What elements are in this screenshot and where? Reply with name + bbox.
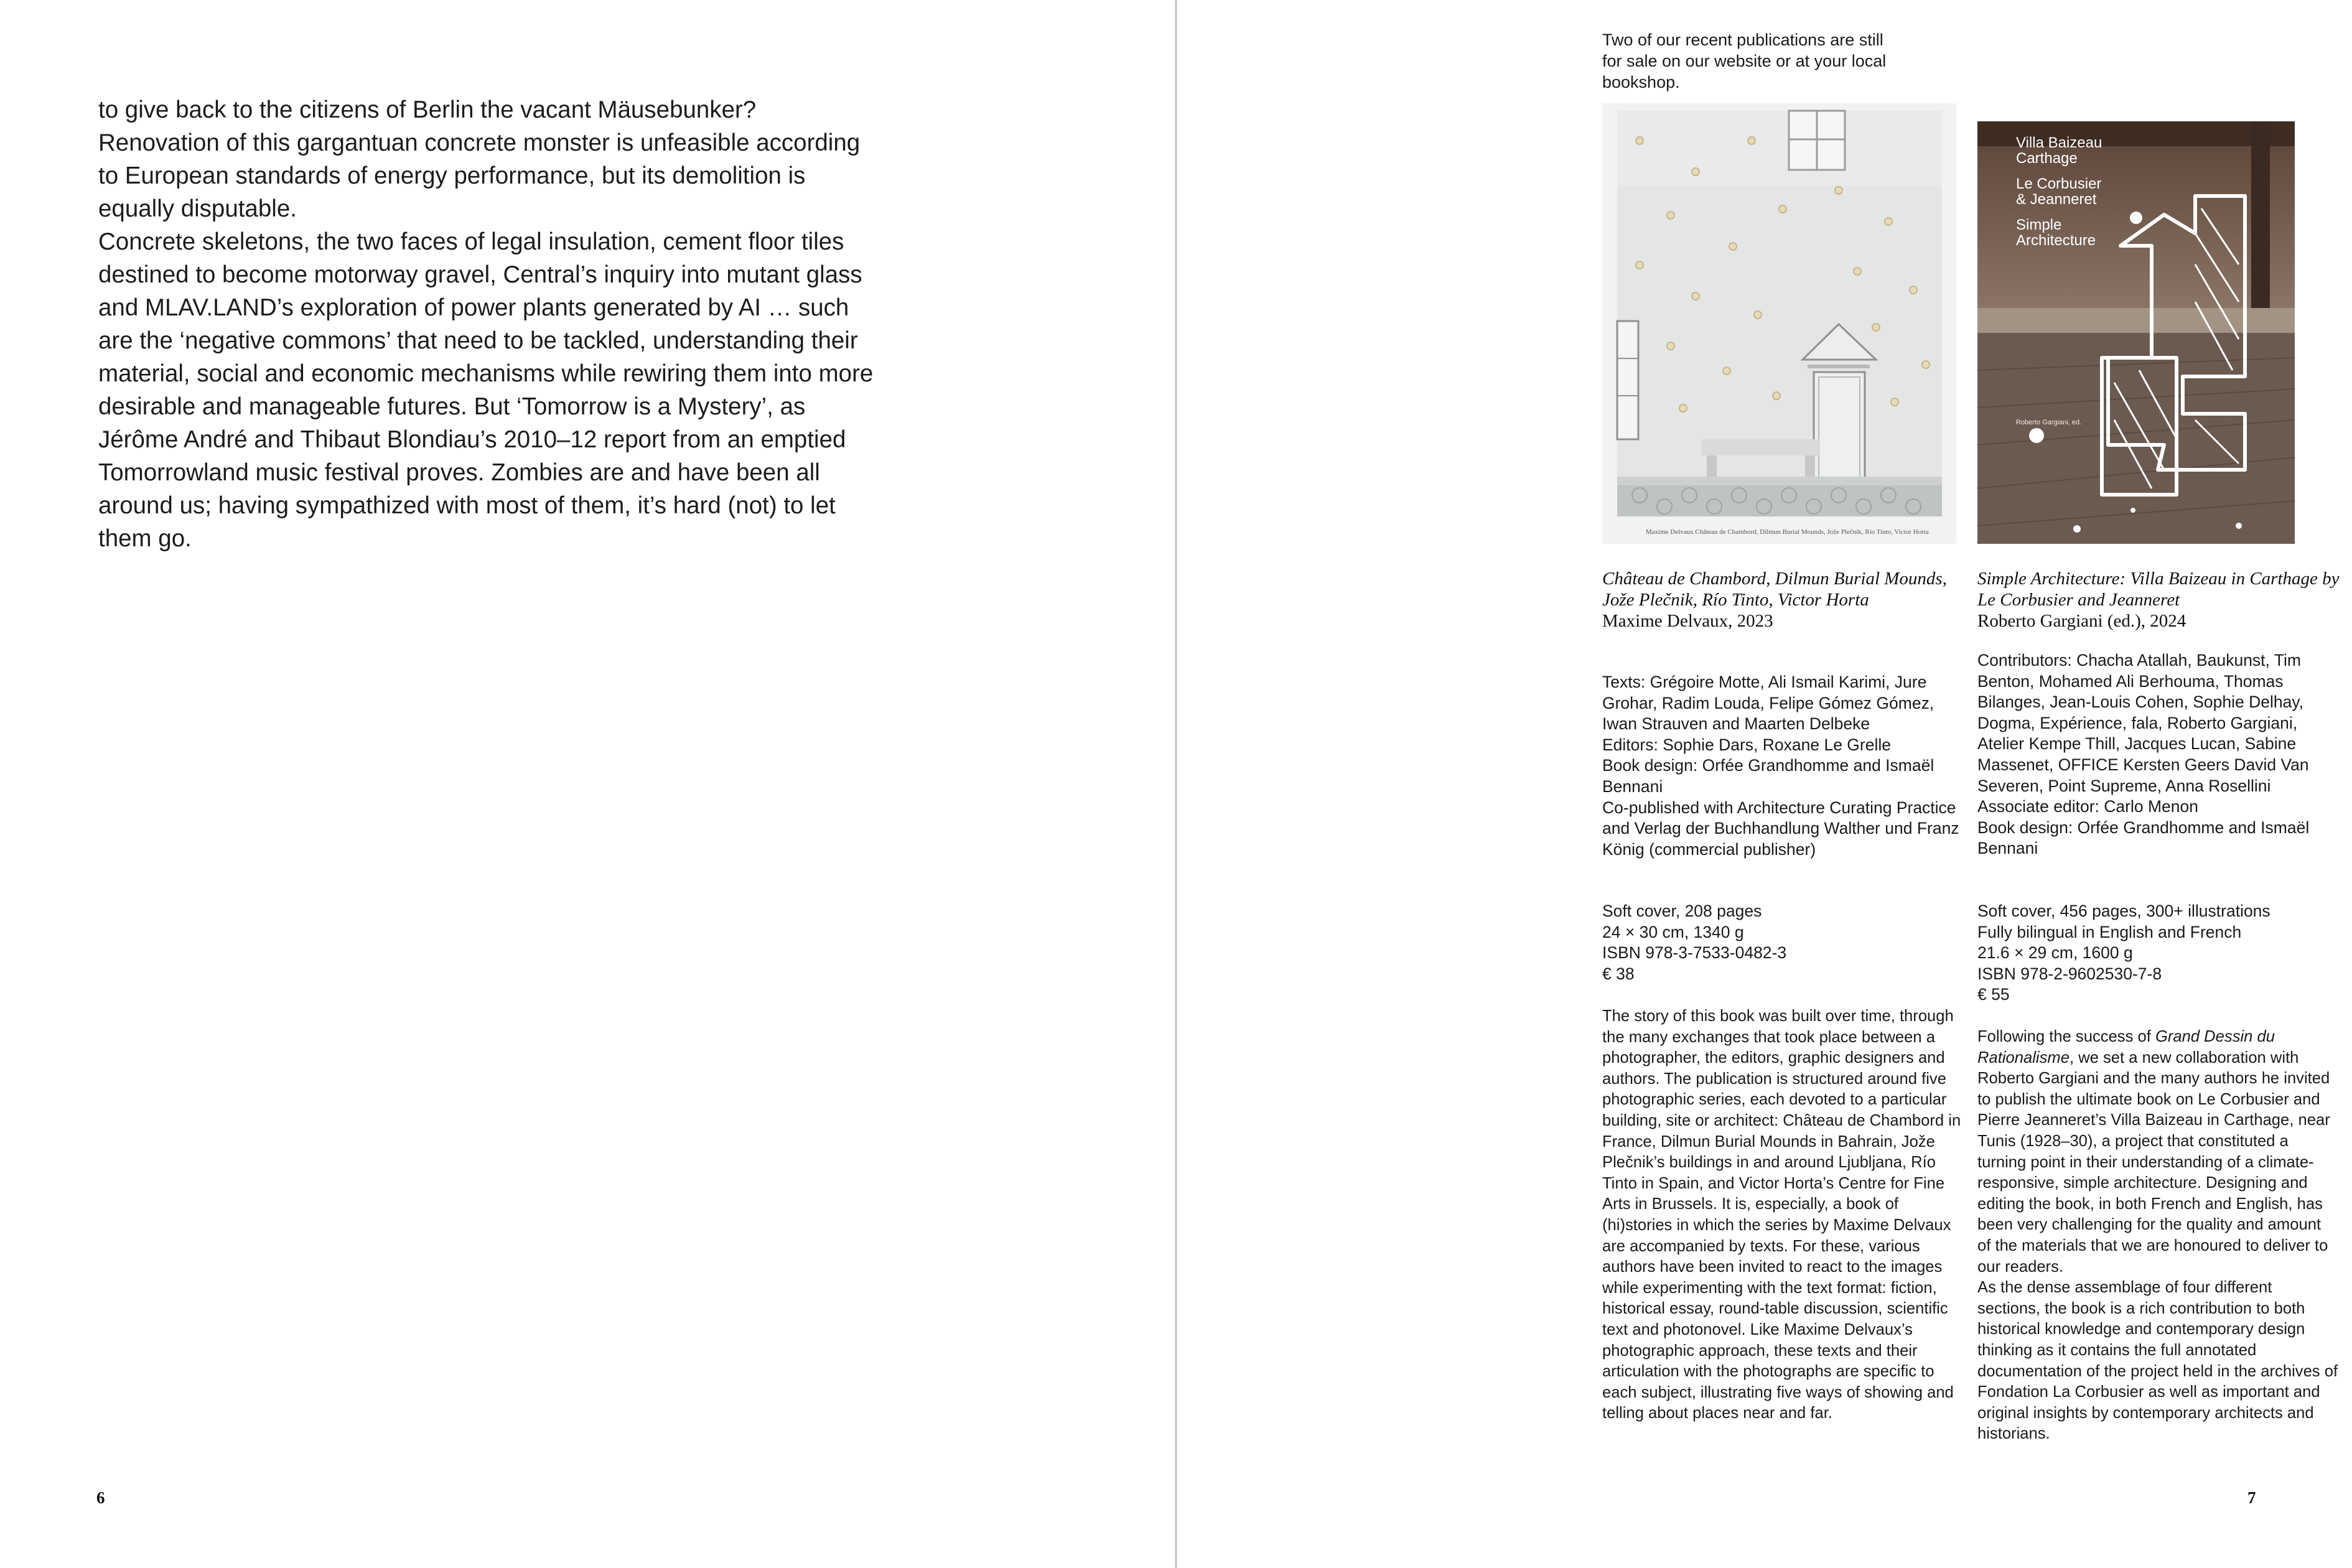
- right-page: [1177, 0, 2352, 1568]
- chambord-spec-cover: Soft cover, 208 pages: [1602, 902, 1762, 920]
- publications-intro: Two of our recent publications are still for sale on our website or at your local bookshop.: [1602, 30, 1887, 91]
- villa-baizeau-spec-language: Fully bilingual in English and French: [1977, 922, 2242, 941]
- chambord-description: The story of this book was built over time, through the many exchanges that took place between a photographer, the editors, graphic designers and authors. The publication is structured around five photographic series, each devoted to a particular building, site or architect: Château de Chambord in France, Dilmun Burial Mounds in Bahrain, Jože Plečnik’s buildings in and around Ljubljana, Río Tinto in Spain, and Victor Horta’s Centre for Fine Arts in Brussels. It is, especially, a book of (hi)stories in which the series by Maxime Delvaux are accompanied by texts. For these, various authors have been invited to react to the images while experimenting with the text format: fiction, historical essay, round-table discussion, scientific text and photonovel. Like Maxime Delvaux’s photographic approach, these texts and their articulation with the photographs are specific to each subject, illustrating five ways of showing and telling about places near and far.: [1602, 1007, 1961, 1422]
- essay-text: [98, 93, 882, 555]
- villa-baizeau-associate-editor: Associate editor: Carlo Menon: [1977, 797, 2198, 816]
- villa-baizeau-desc-para-1: [1977, 1027, 2338, 1277]
- villa-baizeau-credits: [1977, 650, 2345, 859]
- desc-rest-1: , we set a new collaboration with Roberto Gargiani and the many authors he invited to publish the ultimate book on Le Corbusier and Pierre Jeanneret’s Villa Baizeau in Carthage, near Tunis (1928–30), a project that constituted a turning point in their understanding of a climate-responsive, simple architecture. Designing and editing the book, in both French and English, has been very challenging for the quality and amount of the materials that we are honoured to deliver to our readers.: [1977, 1048, 2330, 1276]
- cover-title-line-1: Villa Baizeau: [2016, 134, 2102, 151]
- villa-baizeau-spec-isbn: ISBN 978-2-9602530-7-8: [1977, 964, 2162, 983]
- book-title-chambord: [1602, 568, 1969, 632]
- page-number-left: 6: [96, 1488, 105, 1507]
- left-page: [0, 0, 1175, 1568]
- chambord-editors: Editors: Sophie Dars, Roxane Le Grelle: [1602, 735, 1891, 754]
- cover-title-line-2: Carthage: [2016, 150, 2078, 167]
- chambord-credits: [1602, 672, 1969, 860]
- chambord-texts: Texts: Grégoire Motte, Ali Ismail Karimi, Jure Grohar, Radim Louda, Felipe Gómez Gómez, Iwan Strauven and Maarten Delbeke: [1602, 673, 1934, 734]
- villa-baizeau-spec-size: 21.6 × 29 cm, 1600 g: [1977, 943, 2133, 963]
- chambord-cover-caption: Maxime Delvaux Château de Chambord, Dilmun Burial Mounds, Jože Plečnik, Río Tinto, Victor Horta: [1646, 528, 1929, 536]
- villa-baizeau-desc-para-2: As the dense assemblage of four different sections, the book is a rich contribution to both historical knowledge and contemporary design thinking as it contains the full annotated documentation of the project held in the archives of Fondation La Corbusier as well as important and original insights by contemporary architects and historians.: [1977, 1279, 2338, 1443]
- chambord-spec-size: 24 × 30 cm, 1340 g: [1602, 922, 1744, 941]
- villa-baizeau-author-line: Roberto Gargiani (ed.), 2024: [1977, 611, 2186, 631]
- villa-baizeau-description: [1977, 1027, 2338, 1445]
- chambord-copublisher: Co-published with Architecture Curating Practice and Verlag der Buchhandlung Walther und Franz König (commercial publisher): [1602, 798, 1959, 859]
- chambord-specs: [1602, 901, 1969, 984]
- chambord-title: Château de Chambord, Dilmun Burial Mounds, Jože Plečnik, Río Tinto, Victor Horta: [1602, 569, 1947, 610]
- book-title-villa-baizeau: [1977, 568, 2345, 632]
- villa-baizeau-contributors: Contributors: Chacha Atallah, Baukunst, Tim Benton, Mohamed Ali Berhouma, Thomas Bilanges, Jean-Louis Cohen, Sophie Delhay, Dogma, Expérience, fala, Roberto Gargiani, Atelier Kempe Thill, Jacques Lucan, Sabine Massenet, OFFICE Kersten Geers David Van Severen, Point Supreme, Anna Rosellini: [1977, 651, 2309, 795]
- essay-paragraph-2: Concrete skeletons, the two faces of legal insulation, cement floor tiles destined to become motorway gravel, Central’s inquiry into mutant glass and MLAV.LAND’s exploration of power plants generated by AI … such are the ‘negative commons’ that need to be tackled, understanding their material, social and economic mechanisms while rewiring them into more desirable and manageable futures. But ‘Tomorrow is a Mystery’, as Jérôme André and Thibaut Blondiau’s 2010–12 report from an emptied Tomorrowland music festival proves. Zombies are and have been all around us; having sympathized with most of them, it’s hard (not) to let them go.: [98, 228, 874, 552]
- villa-baizeau-specs: [1977, 901, 2345, 1006]
- villa-baizeau-spec-price: € 55: [1977, 985, 2010, 1004]
- chambord-cover-photo: [1602, 103, 1957, 544]
- chambord-spec-isbn: ISBN 978-3-7533-0482-3: [1602, 943, 1787, 963]
- chambord-design: Book design: Orfée Grandhomme and Ismaël Bennani: [1602, 756, 1934, 796]
- essay-paragraph-1: to give back to the citizens of Berlin the vacant Mäusebunker? Renovation of this gargantuan concrete monster is unfeasible according to European standards of energy performance, but its demolition is equally disputable.: [98, 96, 861, 222]
- villa-baizeau-cover-editor: Roberto Gargiani, ed.: [2016, 419, 2082, 426]
- page-number-right: 7: [2247, 1488, 2256, 1507]
- desc-italic-title: Grand Dessin du Rationalisme: [1977, 1028, 2275, 1066]
- desc-lead: Following the success of: [1977, 1028, 2155, 1045]
- cover-title-line-4: & Jeanneret: [2016, 191, 2097, 208]
- villa-baizeau-spec-cover: Soft cover, 456 pages, 300+ illustrations: [1977, 902, 2270, 920]
- villa-baizeau-design: Book design: Orfée Grandhomme and Ismaël Bennani: [1977, 818, 2310, 858]
- book-cover-chambord: [1602, 103, 1957, 544]
- villa-baizeau-title: Simple Architecture: Villa Baizeau in Carthage by Le Corbusier and Jeanneret: [1977, 569, 2340, 610]
- cover-title-line-5: Simple: [2016, 217, 2062, 233]
- cover-title-line-6: Architecture: [2016, 232, 2096, 249]
- book-cover-villa-baizeau: [1977, 121, 2295, 544]
- chambord-author-line: Maxime Delvaux, 2023: [1602, 611, 1773, 631]
- cover-title-line-3: Le Corbusier: [2016, 175, 2102, 192]
- villa-baizeau-cover-title: [2016, 135, 2165, 248]
- chambord-spec-price: € 38: [1602, 964, 1635, 983]
